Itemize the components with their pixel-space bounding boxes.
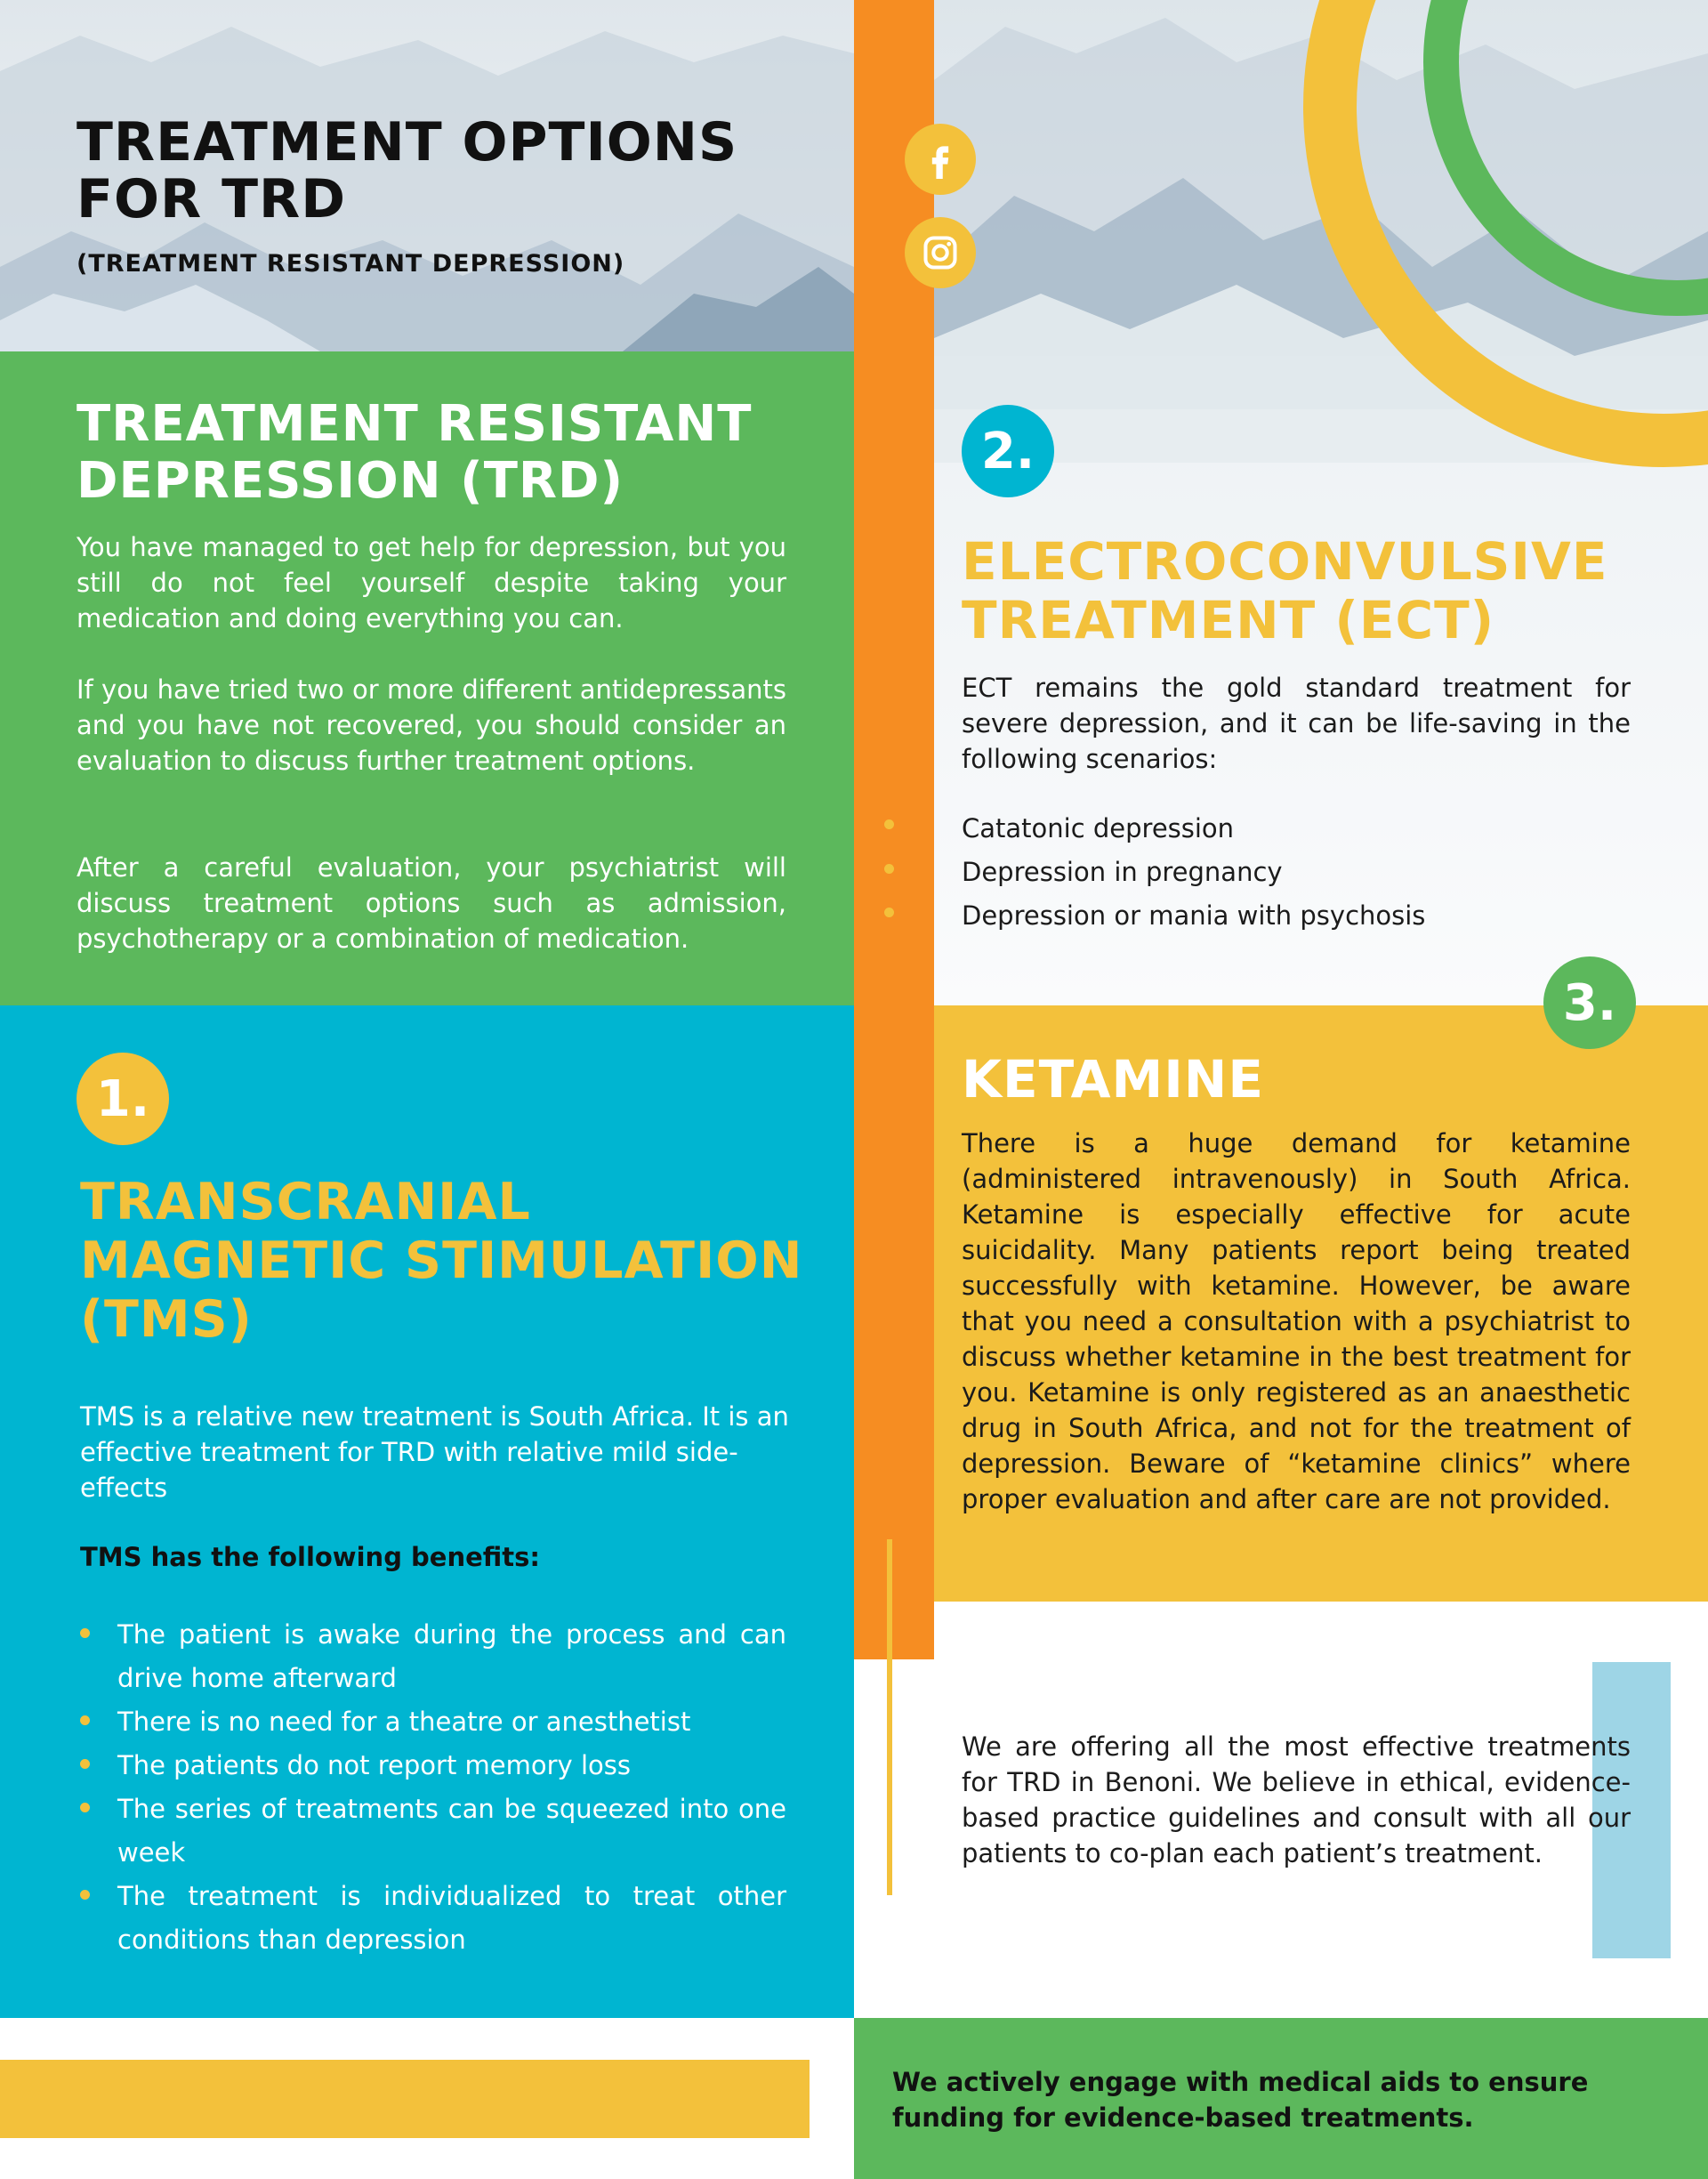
list-item: Catatonic depression [962,813,1235,843]
page-title-line2: FOR TRD [77,168,347,230]
ect-heading [962,532,1608,650]
list-item [80,1875,786,1962]
ect-heading-line1: ELECTROCONVULSIVE [962,531,1608,592]
tms-intro: TMS is a relative new treatment is South Africa. It is an effective treatment for TRD with relative mild side-effects [80,1401,789,1503]
tms-benefits-title: TMS has the following benefits: [80,1542,541,1572]
tms-heading-line2: MAGNETIC STIMULATION [80,1231,803,1290]
bullet-icon [80,1715,90,1725]
medical-aid-text: We actively engage with medical aids to ensure funding for evidence-based treatments. [892,2067,1589,2133]
bullet-icon [884,908,894,917]
instagram-icon[interactable] [905,217,976,288]
ect-heading-line2: TREATMENT (ECT) [962,590,1495,650]
list-item-text: The treatment is individualized to treat other conditions than depression [117,1881,786,1955]
trd-paragraph-1: You have managed to get help for depression, but you still do not feel yourself despite taking your medication and doing everything you can. [77,532,786,634]
list-item: Depression or mania with psychosis [962,900,1426,931]
ect-number-badge: 2. [962,405,1054,497]
ect-scenarios-list [962,807,1425,938]
trd-paragraph-3: After a careful evaluation, your psychiatrist will discuss treatment options such as admission, psychotherapy or a combination of medication. [77,852,786,954]
page-subtitle: (TREATMENT RESISTANT DEPRESSION) [77,250,625,278]
tms-number-badge: 1. [77,1053,169,1145]
tms-heading [80,1173,802,1349]
bullet-icon [80,1890,90,1900]
list-item: Depression in pregnancy [962,857,1283,887]
list-item [80,1744,786,1788]
list-item-text: There is no need for a theatre or anesthetist [117,1707,691,1737]
list-item-text: The patients do not report memory loss [117,1750,631,1780]
offering-text: We are offering all the most effective treatments for TRD in Benoni. We believe in ethical, evidence-based practice guidelines and consult with all our patients to co-plan each patient’s treatment. [962,1731,1631,1868]
trd-heading-line1: TREATMENT RESISTANT [77,395,753,453]
instagram-glyph [921,233,960,272]
tms-heading-line3: (TMS) [80,1290,253,1349]
ect-intro: ECT remains the gold standard treatment for severe depression, and it can be life-saving in the following scenarios: [962,673,1631,774]
trd-heading-line2: DEPRESSION (TRD) [77,452,624,510]
facebook-icon[interactable] [905,124,976,195]
yellow-accent-line [887,1539,892,1895]
list-item [80,1788,786,1875]
facebook-glyph [921,138,960,181]
list-item-text: The series of treatments can be squeezed into one week [117,1794,786,1868]
trd-paragraph-2: If you have tried two or more different antidepressants and you have not recovered, you should consider an evaluation to discuss further treatment options. [77,674,786,776]
bullet-icon [80,1628,90,1638]
bullet-icon [80,1803,90,1812]
ketamine-number-badge: 3. [1543,956,1636,1049]
bullet-icon [80,1759,90,1769]
ketamine-body: There is a huge demand for ketamine (administered intravenously) in South Africa. Ketamine is especially effective for acute suicidality. Many patients report being treated successfully with ketamine. However, be aware that you need a consultation with a psychiatrist to discuss whether ketamine in the best treatment for you. Ketamine is only registered as an anaesthetic drug in South Africa, and not for the treatment of depression. Beware of “ketamine clinics” where proper evaluation and after care are not provided. [962,1128,1631,1514]
list-item [80,1613,786,1700]
list-item-text: The patient is awake during the process and can drive home afterward [117,1619,786,1693]
tms-benefits-list [80,1613,786,1962]
page-title-line1: TREATMENT OPTIONS [77,111,738,174]
page-title [77,111,738,230]
bullet-icon [884,864,894,874]
footer-yellow-bar [0,2060,810,2138]
ketamine-heading: KETAMINE [962,1049,1264,1110]
tms-heading-line1: TRANSCRANIAL [80,1173,531,1231]
bullet-icon [884,819,894,829]
list-item [80,1700,786,1744]
trd-heading [77,396,752,510]
